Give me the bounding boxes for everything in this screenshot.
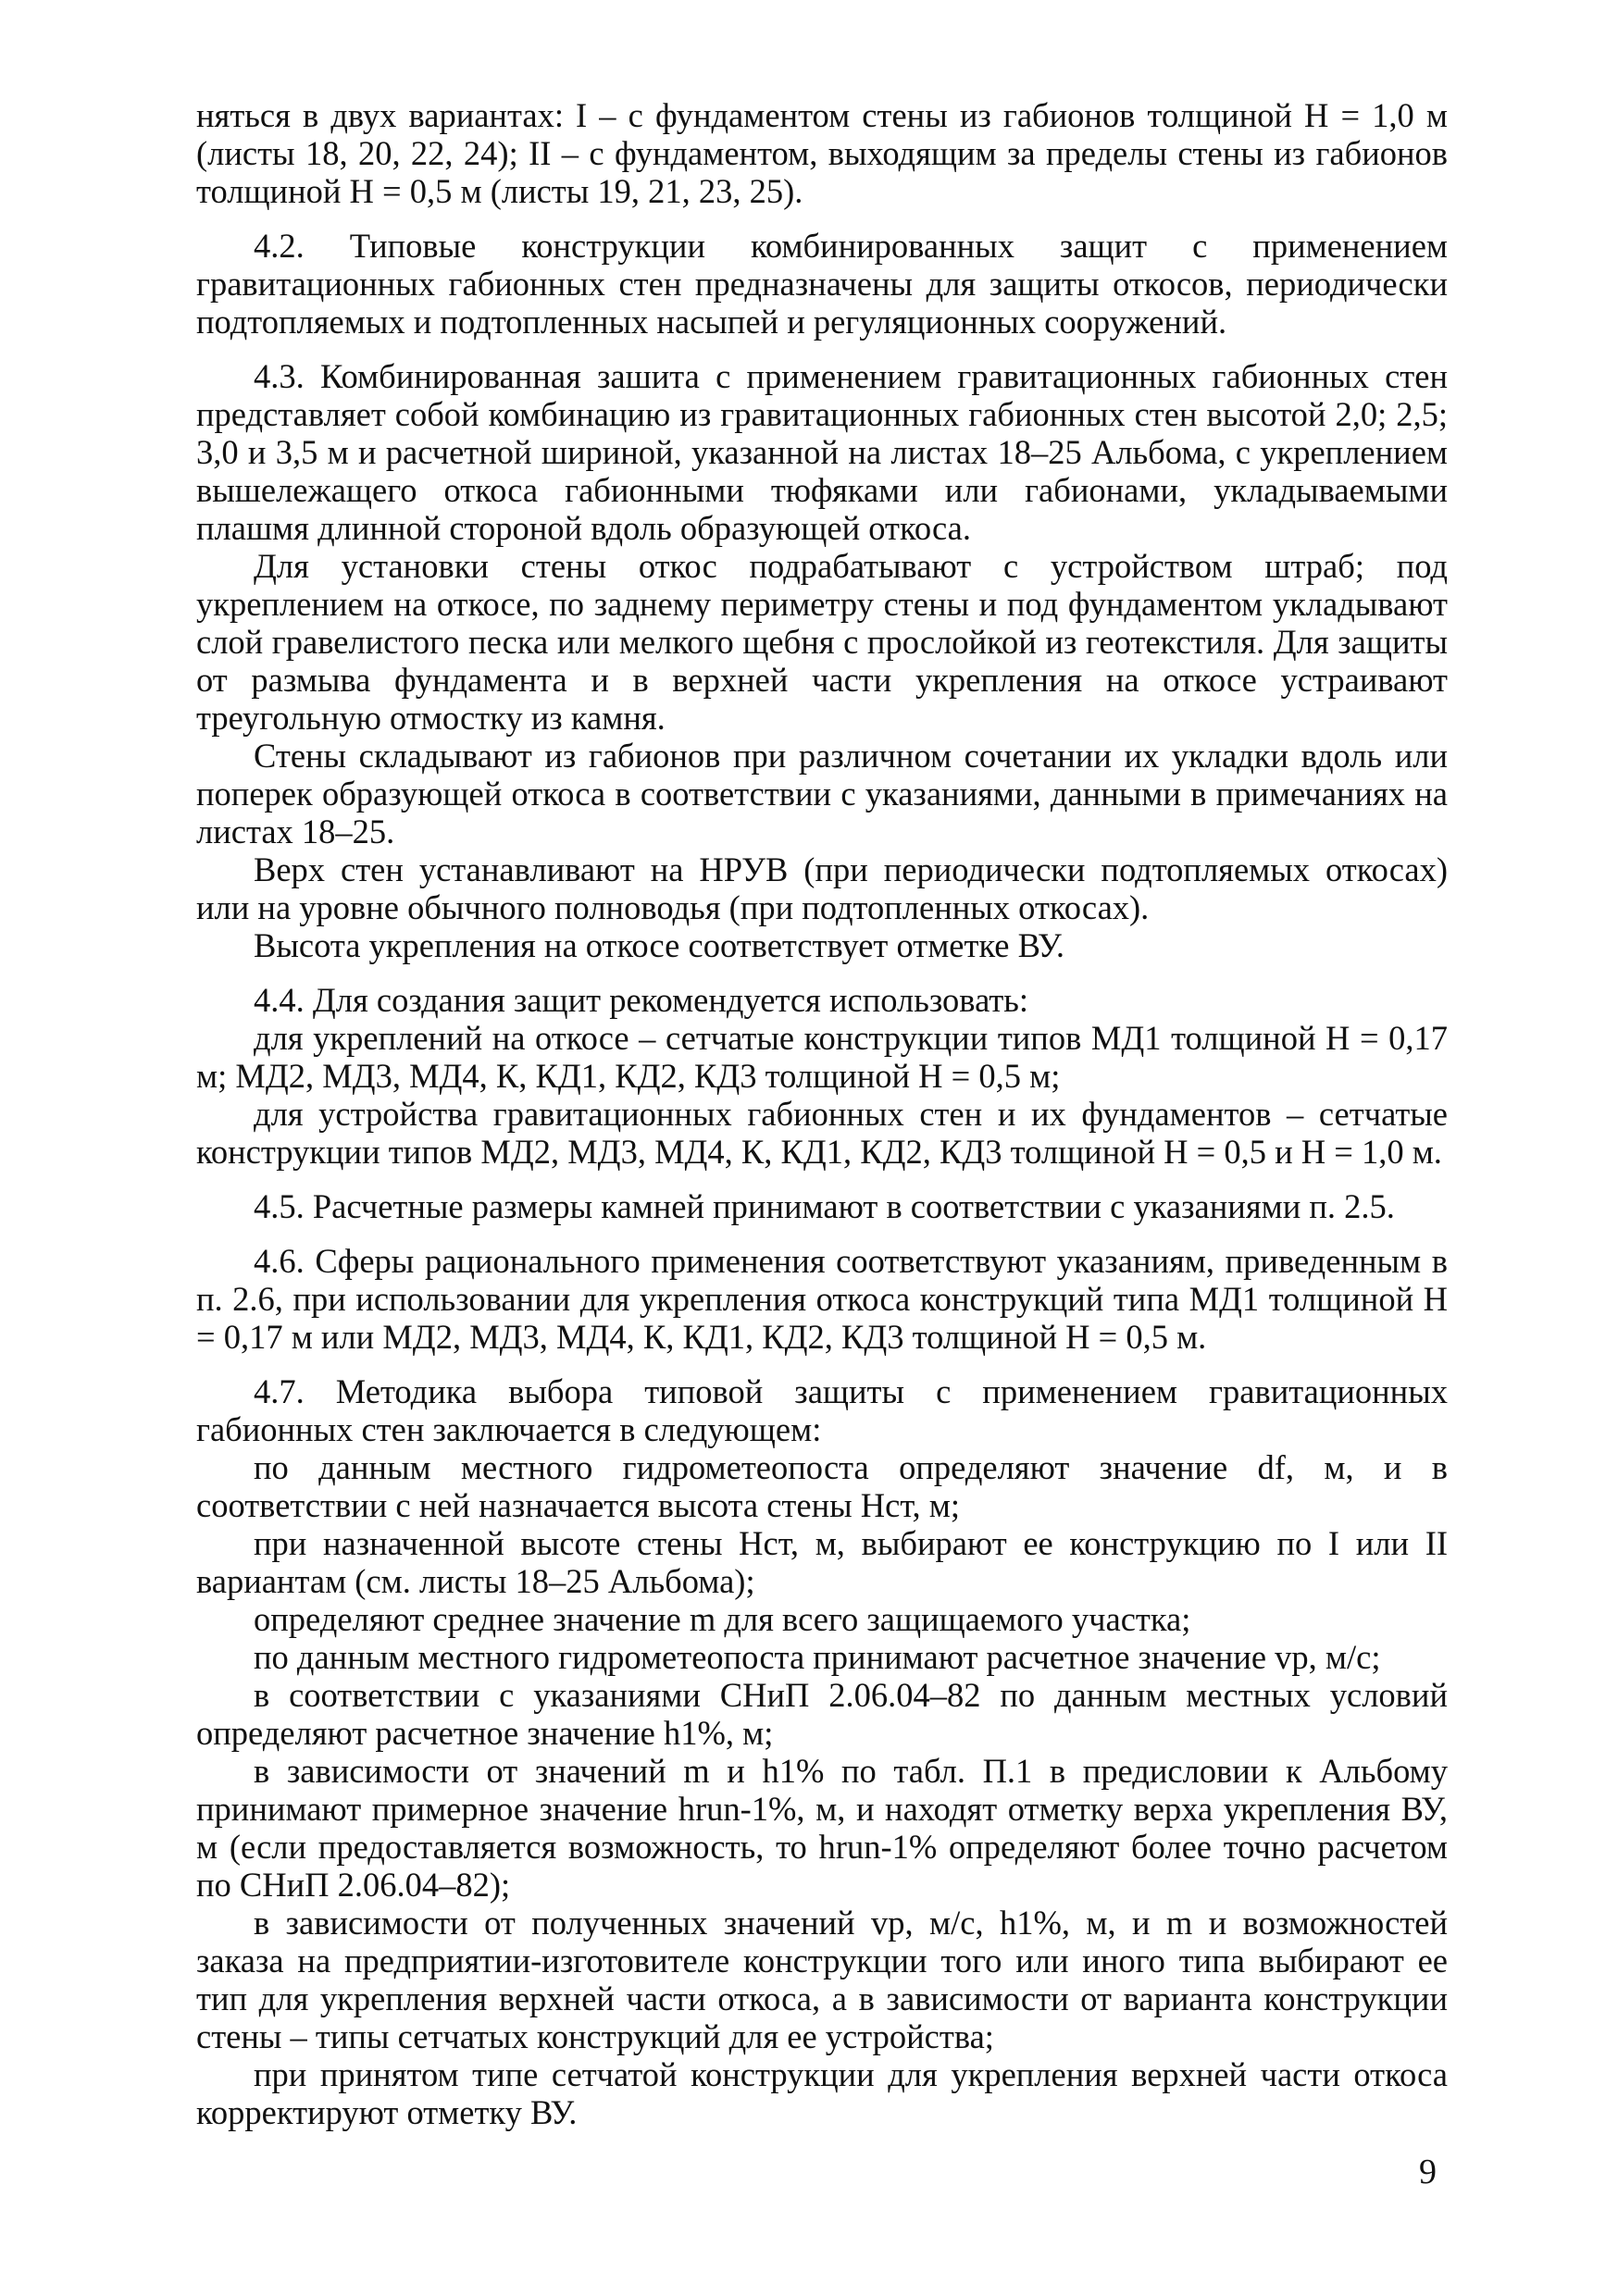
paragraph: Для установки стены откос подрабатывают с устройством штраб; под укреплением на откосе, по заднему периметру стены и под фундаментом укладывают слой гравелистого песка или мелкого щебня с прослойкой из геотекстиля. Для защиты от размыва фундамента и в верхней части укрепления на откосе устраивают треугольную отмостку из камня. <box>196 547 1448 737</box>
paragraph: 4.2. Типовые конструкции комбинированных защит с применением гравитационных габионных стен предназначены для защиты откосов, периодически подтопляемых и подтопленных насыпей и регуляционных сооружений. <box>196 227 1448 341</box>
paragraph: Верх стен устанавливают на НРУВ (при периодически подтопляемых откосах) или на уровне обычного полноводья (при подтопленных откосах). <box>196 850 1448 926</box>
paragraph: для устройства гравитационных габионных стен и их фундаментов – сетчатые конструкции типов МД2, МД3, МД4, К, КД1, КД2, КД3 толщиной H = 0,5 и H = 1,0 м. <box>196 1095 1448 1171</box>
page-number: 9 <box>1419 2153 1437 2191</box>
paragraph: по данным местного гидрометеопоста принимают расчетное значение vр, м/с; <box>254 1638 1381 1676</box>
paragraph: определяют среднее значение m для всего защищаемого участка; <box>254 1600 1191 1638</box>
paragraph: при назначенной высоте стены Hст, м, выбирают ее конструкцию по I или II вариантам (см. листы 18–25 Альбома); <box>196 1524 1448 1600</box>
paragraph: Стены складывают из габионов при различном сочетании их укладки вдоль или поперек образующей откоса в соответствии с указаниями, данными в примечаниях на листах 18–25. <box>196 737 1448 850</box>
paragraph: в соответствии с указаниями СНиП 2.06.04–82 по данным местных условий определяют расчетное значение h1%, м; <box>196 1676 1448 1752</box>
paragraph: 4.4. Для создания защит рекомендуется использовать: <box>254 981 1029 1019</box>
paragraph: 4.7. Методика выбора типовой защиты с применением гравитационных габионных стен заключается в следующем: <box>196 1372 1448 1448</box>
paragraph: в зависимости от значений m и h1% по табл. П.1 в предисловии к Альбому принимают примерное значение hrun-1%, м, и находят отметку верха укрепления ВУ, м (если предоставляется возможность, то hrun-1% определяют более точно расчетом по СНиП 2.06.04–82); <box>196 1752 1448 1904</box>
paragraph: 4.3. Комбинированная зашита с применением гравитационных габионных стен представляет собой комбинацию из гравитационных габионных стен высотой 2,0; 2,5; 3,0 и 3,5 м и расчетной шириной, указанной на листах 18–25 Альбома, с укреплением вышележащего откоса габионными тюфяками или габионами, укладываемыми плашмя длинной стороной вдоль образующей откоса. <box>196 357 1448 547</box>
paragraph: 4.5. Расчетные размеры камней принимают в соответствии с указаниями п. 2.5. <box>254 1187 1395 1225</box>
paragraph: няться в двух вариантах: I – с фундаментом стены из габионов толщиной H = 1,0 м (листы 18, 20, 22, 24); II – с фундаментом, выходящим за пределы стены из габионов толщиной H = 0,5 м (листы 19, 21, 23, 25). <box>196 96 1448 210</box>
paragraph: при принятом типе сетчатой конструкции для укрепления верхней части откоса корректируют отметку ВУ. <box>196 2055 1448 2131</box>
paragraph: для укреплений на откосе – сетчатые конструкции типов МД1 толщиной H = 0,17 м; МД2, МД3, МД4, К, КД1, КД2, КД3 толщиной H = 0,5 м; <box>196 1019 1448 1095</box>
paragraph: в зависимости от полученных значений vр, м/с, h1%, м, и m и возможностей заказа на предприятии-изготовителе конструкции того или иного типа выбирают ее тип для укрепления верхней части откоса, а в зависимости от варианта конструкции стены – типы сетчатых конструкций для ее устройства; <box>196 1904 1448 2055</box>
paragraph: Высота укрепления на откосе соответствует отметке ВУ. <box>254 926 1064 964</box>
paragraph: по данным местного гидрометеопоста определяют значение df, м, и в соответствии с ней назначается высота стены Hст, м; <box>196 1448 1448 1524</box>
body-text <box>196 96 1448 2131</box>
paragraph: 4.6. Сферы рационального применения соответствуют указаниям, приведенным в п. 2.6, при использовании для укрепления откоса конструкций типа МД1 толщиной H = 0,17 м или МД2, МД3, МД4, К, КД1, КД2, КД3 толщиной H = 0,5 м. <box>196 1242 1448 1356</box>
